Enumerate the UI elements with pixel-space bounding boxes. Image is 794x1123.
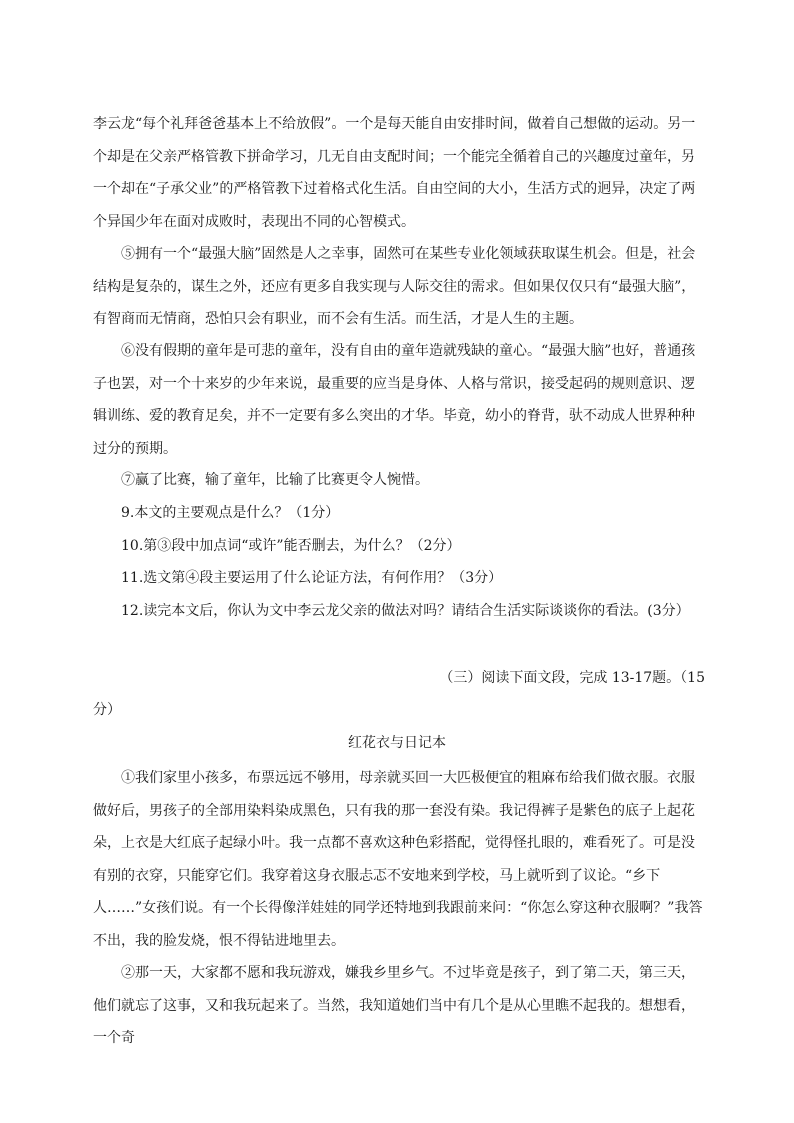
question-11: 11.选文第④段主要运用了什么论证方法，有何作用？（3分） bbox=[121, 570, 503, 586]
question-9: 9.本文的主要观点是什么？（1分） bbox=[121, 505, 340, 521]
story-paragraph-2: ②那一天，大家都不愿和我玩游戏，嫌我乡里乡气。不过毕竟是孩子，到了第二天，第三天，他们就忘了这事，又和我玩起来了。当然，我知道她们当中有几个是从心里瞧不起我的。想想看，一个奇 bbox=[93, 965, 695, 1046]
paragraph-5: ⑤拥有一个“最强大脑”固然是人之幸事，固然可在某些专业化领域获取谋生机会。但是，社会结构是复杂的，谋生之外，还应有更多自我实现与人际交往的需求。但如果仅仅只有“最强大脑”，有智商而无情商，恐怕只会有职业，而不会有生活。而生活，才是人生的主题。 bbox=[93, 246, 696, 327]
story-paragraph-1: ①我们家里小孩多，布票远远不够用，母亲就买回一大匹极便宜的粗麻布给我们做衣服。衣服做好后，男孩子的全部用染料染成黑色，只有我的那一套没有染。我记得裤子是紫色的底子上起花朵，上衣是大红底子起绿小叶。我一点都不喜欢这种色彩搭配，觉得怪扎眼的，难看死了。可是没有别的衣穿，只能穿它们。我穿着这身衣服忐忑不安地来到学校，马上就听到了议论。“乡下人……”女孩们说。有一个长得像洋娃娃的同学还特地到我跟前来问：“你怎么穿这种衣服啊？”我答不出，我的脸发烧，恨不得钻进地里去。 bbox=[93, 770, 703, 949]
paragraph-7: ⑦赢了比赛，输了童年，比输了比赛更令人惋惜。 bbox=[121, 472, 429, 488]
paragraph-4-tail: 李云龙“每个礼拜爸爸基本上不给放假”。一个是每天能自由安排时间，做着自己想做的运动。另一个却是在父亲严格管教下拼命学习，几无自由支配时间；一个能完全循着自己的兴趣度过童年，另一个却在“子承父业”的严格管教下过着格式化生活。自由空间的大小，生活方式的迥异，决定了两个异国少年在面对成败时，表现出不同的心智模式。 bbox=[93, 116, 696, 230]
question-12: 12.读完本文后，你认为文中李云龙父亲的做法对吗？请结合生活实际谈谈你的看法。(3分） bbox=[121, 603, 690, 619]
section-3-heading-tail: 分） bbox=[93, 702, 121, 718]
question-10: 10.第③段中加点词“或许”能否删去，为什么？（2分） bbox=[121, 538, 461, 554]
story-title: 红花衣与日记本 bbox=[348, 735, 446, 751]
paragraph-6: ⑥没有假期的童年是可悲的童年，没有自由的童年造就残缺的童心。“最强大脑”也好，普通孩子也罢，对一个十来岁的少年来说，最重要的应当是身体、人格与常识，接受起码的规则意识、逻辑训练、爱的教育足矣，并不一定要有多么突出的才华。毕竟，幼小的脊背，驮不动成人世界种种过分的预期。 bbox=[93, 343, 696, 457]
section-3-heading: （三）阅读下面文段，完成 13-17题。（15 bbox=[439, 670, 705, 686]
